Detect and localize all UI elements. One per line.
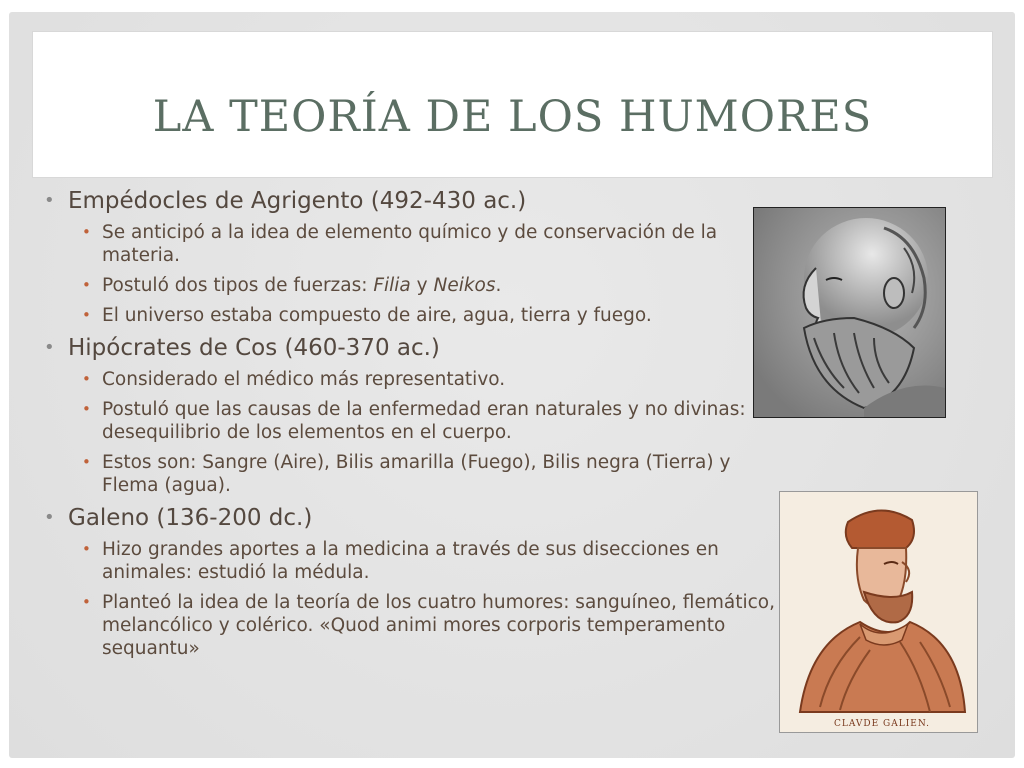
slide-content [44,187,784,667]
sub-bullet-text: Hizo grandes aportes a la medicina a través de sus disecciones en animales: estudió la médula. [102,539,719,583]
sub-bullet [44,368,784,391]
sub-bullet-text: El universo estaba compuesto de aire, agua, tierra y fuego. [102,305,652,326]
bullet-galeno [44,504,784,532]
man-in-cap-engraving [780,492,977,732]
bullet-icon: • [82,453,91,471]
bullet-icon: • [82,400,91,418]
bearded-man-engraving [754,208,945,417]
term-filia: Filia [373,275,411,296]
sub-bullet-text: Postuló que las causas de la enfermedad eran naturales y no divinas: desequilibrio de los elementos en el cuerpo. [102,399,746,443]
bullet-icon: • [82,223,91,241]
sub-bullet-text-post: . [495,275,502,296]
heading-galeno: Galeno (136-200 dc.) [68,505,313,531]
term-neikos: Neikos [433,275,496,296]
sub-bullet [44,304,784,327]
bullet-hipocrates [44,334,784,362]
sub-bullet [44,451,784,497]
sub-bullet-text-mid: y [410,275,434,296]
portrait-galeno-image [779,491,978,733]
sub-bullet [44,274,784,297]
sub-bullet-text: Considerado el médico más representativo. [102,369,506,390]
heading-hipocrates: Hipócrates de Cos (460-370 ac.) [68,335,440,361]
sub-bullet-text: Planteó la idea de la teoría de los cuatro humores: sanguíneo, flemático, melancólico y colérico. «Quod animi mores corporis temperamento sequantu» [102,592,775,659]
bullet-icon: • [44,507,55,528]
sub-bullet [44,591,784,660]
bullet-icon: • [82,370,91,388]
bullet-empedocles [44,187,784,215]
bullet-icon: • [82,276,91,294]
portrait-caption: CLAVDE GALIEN. [833,719,931,729]
slide-title: LA TEORÍA DE LOS HUMORES [152,92,873,142]
sub-bullet [44,538,784,584]
bullet-icon: • [44,337,55,358]
sub-bullet [44,398,784,444]
sub-bullet-text: Se anticipó a la idea de elemento químico y de conservación de la materia. [102,222,718,266]
heading-empedocles: Empédocles de Agrigento (492-430 ac.) [68,188,527,214]
title-box [33,32,992,177]
bullet-icon: • [82,306,91,324]
sub-bullet-text: Estos son: Sangre (Aire), Bilis amarilla (Fuego), Bilis negra (Tierra) y Flema (agua). [102,452,731,496]
sub-bullet [44,221,784,267]
bullet-icon: • [82,540,91,558]
sub-bullet-text-pre: Postuló dos tipos de fuerzas: [102,275,374,296]
bullet-icon: • [82,593,91,611]
portrait-empedocles-image [753,207,946,418]
bullet-icon: • [44,190,55,211]
